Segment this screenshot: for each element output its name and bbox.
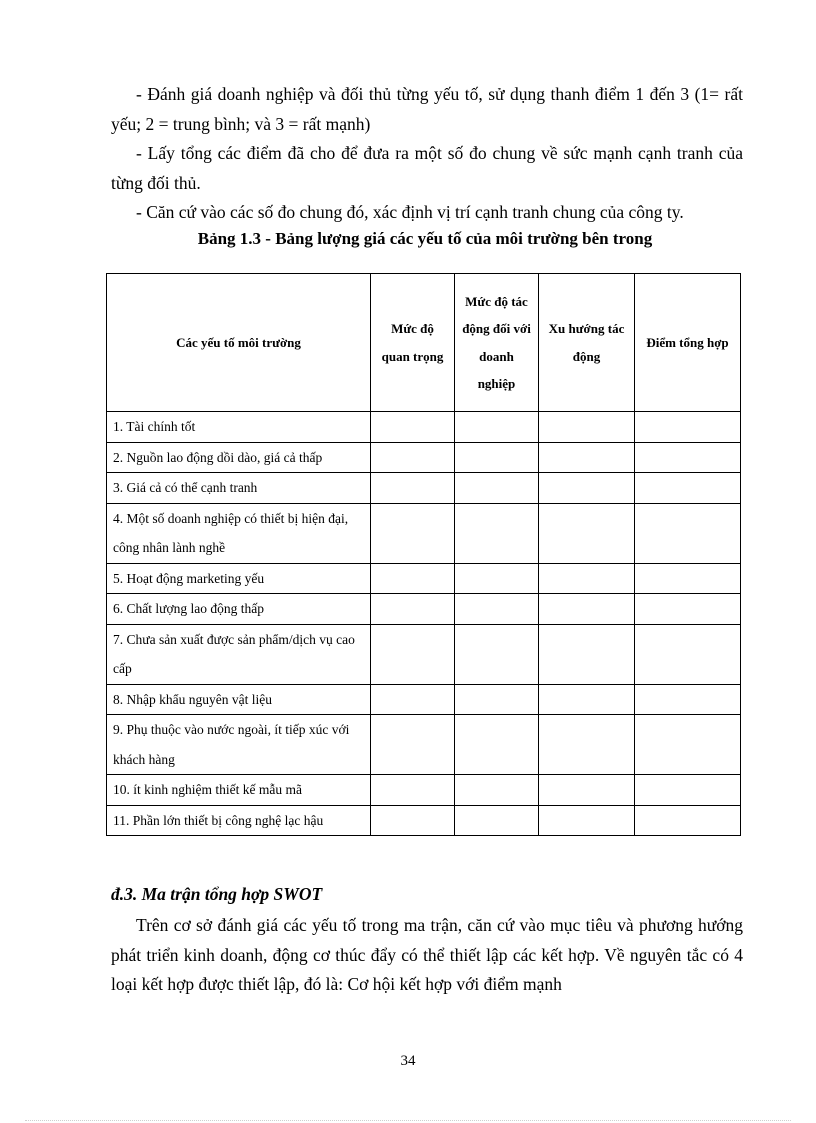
factor-cell: 5. Hoạt động marketing yếu [107, 563, 371, 594]
factor-cell: 4. Một số doanh nghiệp có thiết bị hiện đại, công nhân lành nghề [107, 503, 371, 563]
empty-cell [455, 805, 539, 836]
empty-cell [539, 563, 635, 594]
empty-cell [635, 715, 741, 775]
empty-cell [635, 503, 741, 563]
empty-cell [371, 473, 455, 504]
empty-cell [539, 594, 635, 625]
empty-cell [455, 412, 539, 443]
empty-cell [539, 412, 635, 443]
table-row [107, 805, 741, 836]
empty-cell [371, 442, 455, 473]
empty-cell [635, 684, 741, 715]
header-total-score: Điểm tổng hợp [635, 274, 741, 412]
empty-cell [371, 684, 455, 715]
factor-cell: 6. Chất lượng lao động thấp [107, 594, 371, 625]
factor-cell: 10. ít kinh nghiệm thiết kế mẫu mã [107, 775, 371, 806]
factor-cell: 1. Tài chính tốt [107, 412, 371, 443]
empty-cell [539, 473, 635, 504]
empty-cell [539, 442, 635, 473]
table-row [107, 594, 741, 625]
factor-cell: 11. Phần lớn thiết bị công nghệ lạc hậu [107, 805, 371, 836]
table-row [107, 473, 741, 504]
empty-cell [539, 775, 635, 806]
empty-cell [455, 473, 539, 504]
empty-cell [455, 594, 539, 625]
empty-cell [635, 473, 741, 504]
empty-cell [455, 775, 539, 806]
table-row [107, 775, 741, 806]
empty-cell [635, 442, 741, 473]
empty-cell [455, 503, 539, 563]
empty-cell [635, 412, 741, 443]
swot-section-heading: đ.3. Ma trận tổng hợp SWOT [111, 884, 323, 904]
table-row [107, 684, 741, 715]
swot-section-body: Trên cơ sở đánh giá các yếu tố trong ma trận, căn cứ vào mục tiêu và phương hướng phát triển kinh doanh, động cơ thúc đẩy có thể thiết lập các kết hợp. Về nguyên tắc có 4 loại kết hợp được thiết lập, đó là: Cơ hội kết hợp với điểm mạnh [111, 915, 743, 994]
empty-cell [371, 805, 455, 836]
empty-cell [539, 624, 635, 684]
factor-cell: 7. Chưa sản xuất được sản phẩm/dịch vụ cao cấp [107, 624, 371, 684]
factor-cell: 8. Nhập khẩu nguyên vật liệu [107, 684, 371, 715]
empty-cell [455, 442, 539, 473]
empty-cell [455, 563, 539, 594]
factor-cell: 9. Phụ thuộc vào nước ngoài, ít tiếp xúc với khách hàng [107, 715, 371, 775]
empty-cell [371, 775, 455, 806]
header-importance: Mức độ quan trọng [371, 274, 455, 412]
empty-cell [371, 594, 455, 625]
empty-cell [635, 594, 741, 625]
empty-cell [455, 684, 539, 715]
empty-cell [635, 563, 741, 594]
internal-factors-table [106, 273, 741, 836]
table-row [107, 563, 741, 594]
empty-cell [371, 715, 455, 775]
empty-cell [539, 503, 635, 563]
empty-cell [635, 624, 741, 684]
table-header-row [107, 274, 741, 412]
empty-cell [539, 805, 635, 836]
factor-cell: 3. Giá cả có thể cạnh tranh [107, 473, 371, 504]
empty-cell [371, 412, 455, 443]
table-row [107, 715, 741, 775]
table-row [107, 442, 741, 473]
empty-cell [539, 684, 635, 715]
header-factor: Các yếu tố môi trường [107, 274, 371, 412]
header-impact: Mức độ tác động đối với doanh nghiệp [455, 274, 539, 412]
table-row [107, 412, 741, 443]
empty-cell [635, 805, 741, 836]
page-number: 34 [400, 1053, 416, 1069]
empty-cell [371, 624, 455, 684]
empty-cell [455, 715, 539, 775]
empty-cell [539, 715, 635, 775]
page-bottom-rule [25, 1120, 791, 1121]
empty-cell [455, 624, 539, 684]
table-row [107, 503, 741, 563]
table-row [107, 624, 741, 684]
table-title: Bảng 1.3 - Bảng lượng giá các yếu tố của môi trường bên trong [197, 229, 653, 248]
empty-cell [371, 503, 455, 563]
empty-cell [635, 775, 741, 806]
header-trend: Xu hướng tác động [539, 274, 635, 412]
bullet-rating-scale: - Đánh giá doanh nghiệp và đối thủ từng yếu tố, sử dụng thanh điểm 1 đến 3 (1= rất yếu; 2 = trung bình; và 3 = rất mạnh) [111, 84, 743, 134]
factor-cell: 2. Nguồn lao động dồi dào, giá cả thấp [107, 442, 371, 473]
bullet-total-score: - Lấy tổng các điểm đã cho để đưa ra một số đo chung về sức mạnh cạnh tranh của từng đối thủ. [111, 143, 743, 193]
empty-cell [371, 563, 455, 594]
bullet-position: - Căn cứ vào các số đo chung đó, xác định vị trí cạnh tranh chung của công ty. [136, 202, 684, 222]
